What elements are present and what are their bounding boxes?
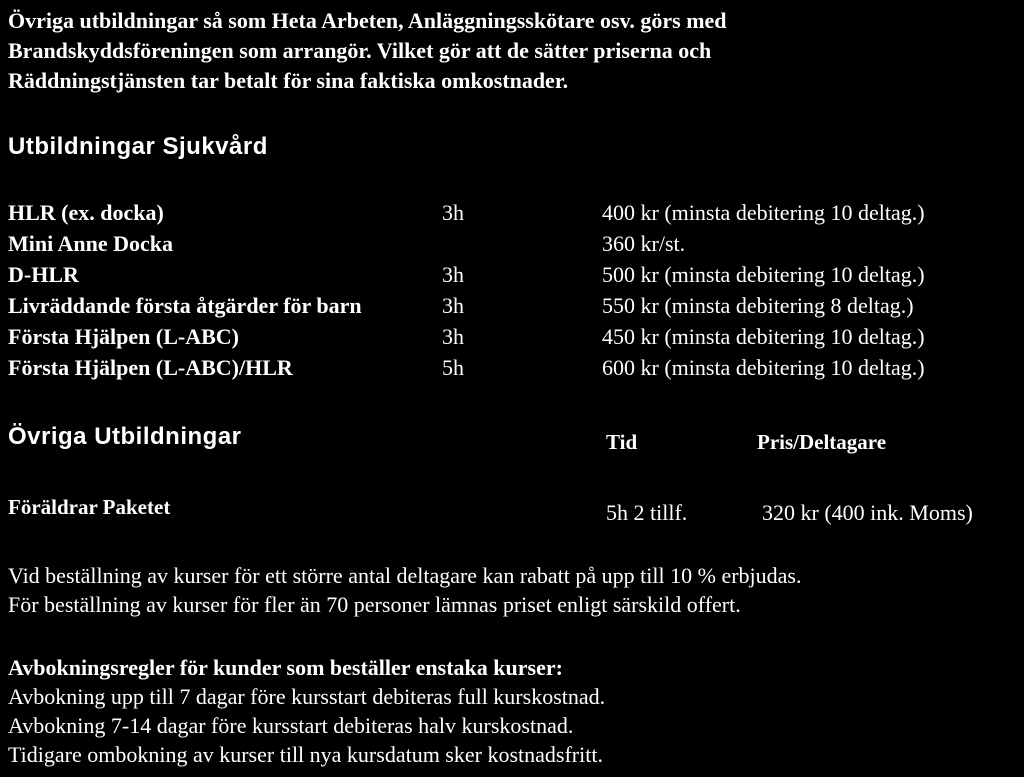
column-header-time: Tid <box>606 430 638 454</box>
course-name: Mini Anne Docka <box>8 231 174 256</box>
intro-line: Övriga utbildningar så som Heta Arbeten, Anläggningsskötare osv. görs med <box>8 8 727 33</box>
course-row <box>0 293 1024 319</box>
course-name: Första Hjälpen (L-ABC) <box>8 324 239 349</box>
course-time: 3h <box>442 293 464 318</box>
course-name: D-HLR <box>8 262 79 287</box>
course-row <box>0 262 1024 288</box>
cancellation-line: Avbokning upp till 7 dagar före kursstart debiteras full kurskostnad. <box>8 684 606 709</box>
course-name: Livräddande första åtgärder för barn <box>8 293 362 318</box>
intro-paragraph <box>8 6 1008 96</box>
course-price: 450 kr (minsta debitering 10 deltag.) <box>602 324 925 349</box>
section-heading-sjukvard: Utbildningar Sjukvård <box>8 133 268 160</box>
course-price: 600 kr (minsta debitering 10 deltag.) <box>602 355 925 380</box>
course-row <box>0 324 1024 350</box>
intro-line: Brandskyddsföreningen som arrangör. Vilket gör att de sätter priserna och <box>8 38 712 63</box>
package-name: Föräldrar Paketet <box>8 495 171 519</box>
course-price: 360 kr/st. <box>602 231 686 256</box>
course-price: 550 kr (minsta debitering 8 deltag.) <box>602 293 914 318</box>
cancellation-rules <box>8 653 605 769</box>
note-line: Vid beställning av kurser för ett större antal deltagare kan rabatt på upp till 10 % erbjudas. <box>8 563 802 588</box>
cancellation-title: Avbokningsregler för kunder som beställer enstaka kurser: <box>8 655 563 680</box>
course-name: HLR (ex. docka) <box>8 200 164 225</box>
package-price: 320 kr (400 ink. Moms) <box>762 500 973 525</box>
course-time: 3h <box>442 200 464 225</box>
course-price: 500 kr (minsta debitering 10 deltag.) <box>602 262 925 287</box>
section-heading-ovriga: Övriga Utbildningar <box>8 423 242 450</box>
course-time: 3h <box>442 324 464 349</box>
column-header-price: Pris/Deltagare <box>757 430 887 454</box>
intro-line: Räddningstjänsten tar betalt för sina faktiska omkostnader. <box>8 68 569 93</box>
course-time: 3h <box>442 262 464 287</box>
course-row <box>0 355 1024 381</box>
package-time: 5h 2 tillf. <box>606 500 688 525</box>
discount-notes <box>8 561 801 619</box>
course-row <box>0 200 1024 226</box>
note-line: För beställning av kurser för fler än 70 personer lämnas priset enligt särskild offert. <box>8 592 741 617</box>
course-name: Första Hjälpen (L-ABC)/HLR <box>8 355 293 380</box>
course-row <box>0 231 1024 257</box>
course-price: 400 kr (minsta debitering 10 deltag.) <box>602 200 925 225</box>
cancellation-line: Avbokning 7-14 dagar före kursstart debiteras halv kurskostnad. <box>8 713 574 738</box>
cancellation-line: Tidigare ombokning av kurser till nya kursdatum sker kostnadsfritt. <box>8 742 603 767</box>
course-time: 5h <box>442 355 464 380</box>
